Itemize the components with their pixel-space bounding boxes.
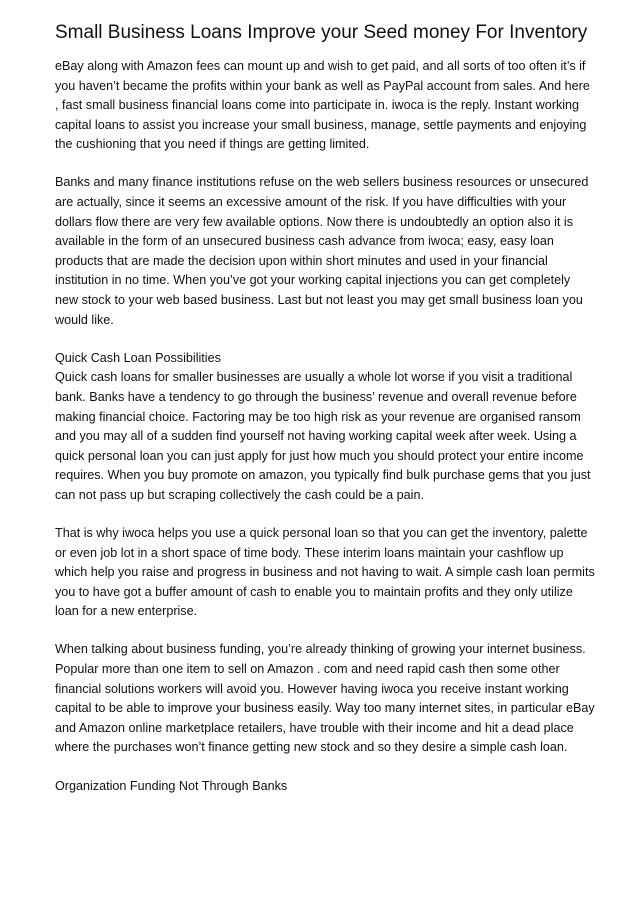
page-title: Small Business Loans Improve your Seed money For Inventory	[55, 22, 588, 43]
section1-paragraph-1: Quick cash loans for smaller businesses are usually a whole lot worse if you visit a traditional bank. Banks have a tendency to go through the business’ revenue and overall revenue before making financial choice. Factoring may be too high risk as your revenue are organised ransom and you may all of a sudden find yourself not having working capital week after week. Using a quick personal loan you can just apply for just how much you should protect your entire income requires. When you buy promote on amazon, you typically find bulk purchase gems that you just can not pass up but scraping collectively the cash could be a pain.	[55, 370, 591, 502]
intro-paragraph-1: eBay along with Amazon fees can mount up and wish to get paid, and all sorts of too often it’s if you haven’t became the profits within your bank as well as PayPal account from sales. And here , fast small business financial loans come into participate in. iwoca is the reply. Instant working capital loans to assist you increase your small business, manage, settle payments and enjoying the cushioning that you need if things are getting limited.	[55, 59, 590, 152]
section1-paragraph-2: That is why iwoca helps you use a quick personal loan so that you can get the inventory, palette or even job lot in a short space of time body. These interim loans maintain your cashflow up which help you raise and progress in business and not having to wait. A simple cash loan permits you to have got a buffer amount of cash to enable you to maintain profits and they only utilize loan for a new enterprise.	[55, 525, 595, 619]
document-page	[55, 22, 595, 796]
section-heading-organization-funding: Organization Funding Not Through Banks	[55, 778, 288, 793]
section1-paragraph-3: When talking about business funding, you’re already thinking of growing your internet business. Popular more than one item to sell on Amazon . com and need rapid cash then some other financial solutions workers will avoid you. However having iwoca you receive instant working capital to be able to improve your business easily. Way too many internet sites, in particular eBay and Amazon online marketplace retailers, have trouble with their income and hit a dead place where the purchases won’t finance getting new stock and so they desire a simple cash loan.	[55, 642, 595, 755]
section-heading-quick-cash: Quick Cash Loan Possibilities	[55, 350, 221, 365]
intro-paragraph-2: Banks and many finance institutions refuse on the web sellers business resources or unsecured are actually, since it seems an excessive amount of the risk. If you have difficulties with your dollars flow there are very few available options. Now there is undoubtedly an option also it is available in the form of an unsecured business cash advance from iwoca; easy, easy loan products that are made the decision upon within short minutes and used in your financial institution in no time. When you’ve got your working capital injections you can get completely new stock to your web based business. Last but not least you may get small business loan you would like.	[55, 175, 589, 327]
